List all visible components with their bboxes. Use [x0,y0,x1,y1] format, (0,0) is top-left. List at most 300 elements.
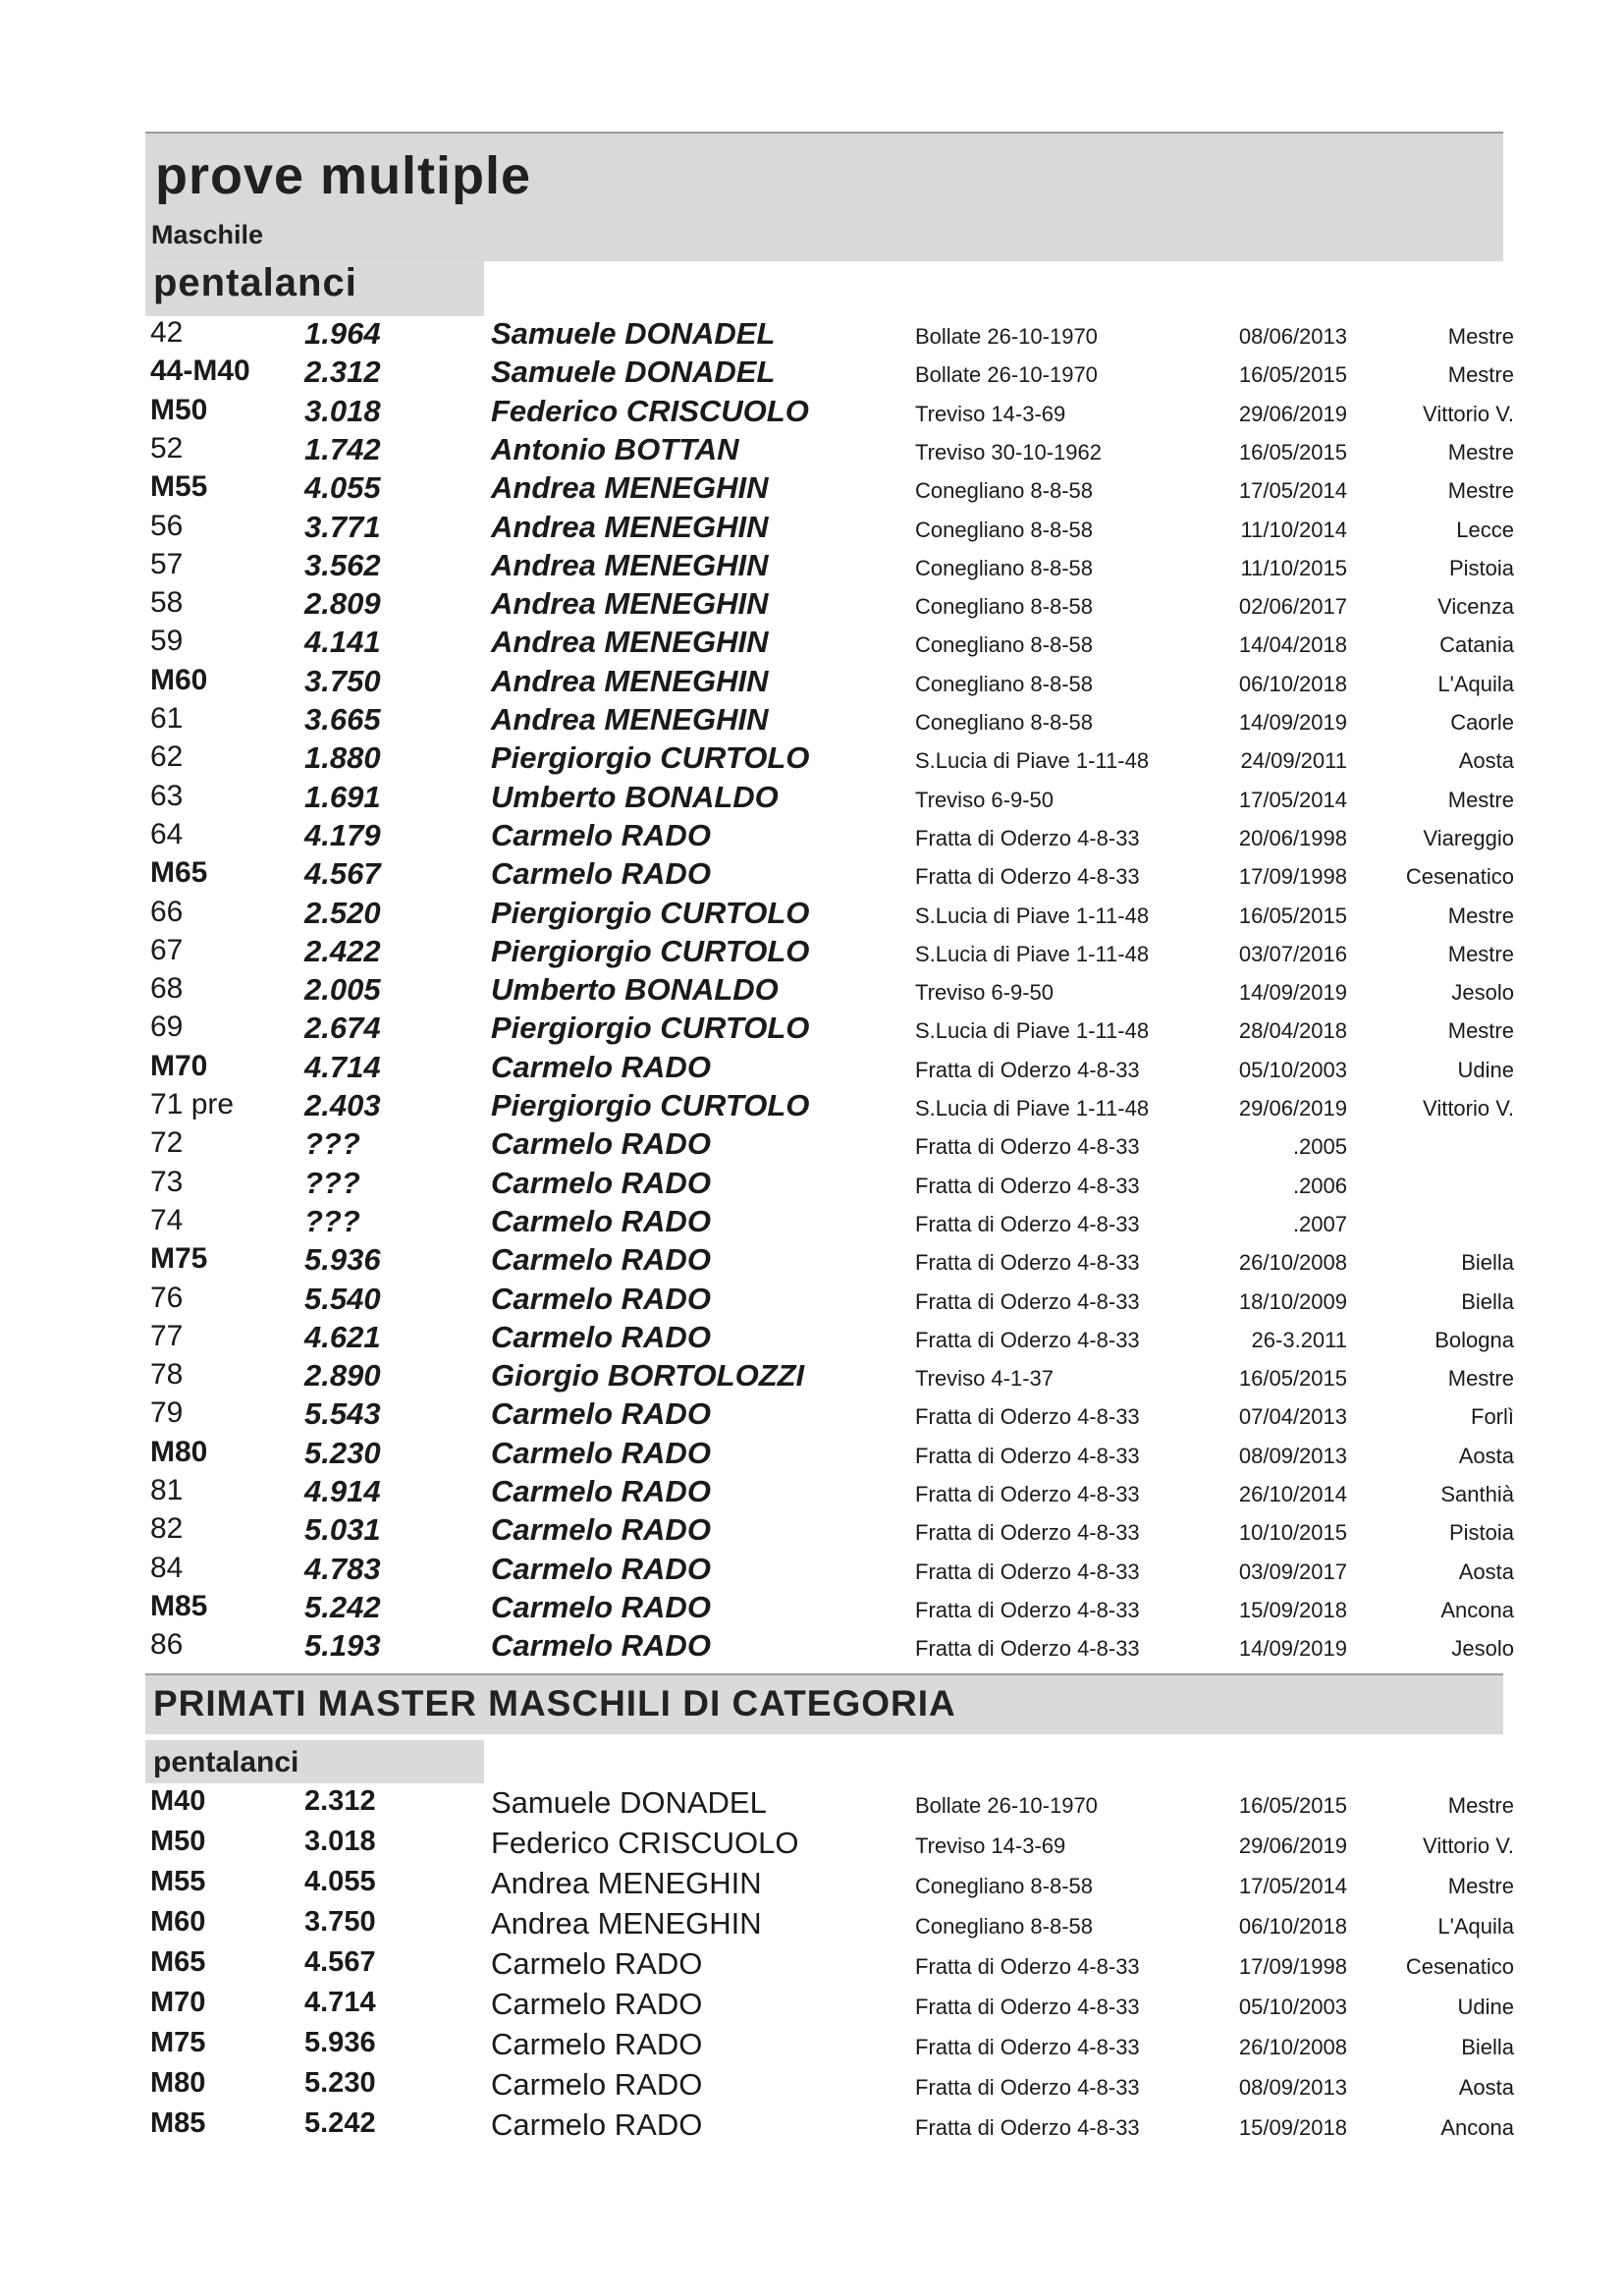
athlete-name-cell: Piergiorgio CURTOLO [491,740,810,776]
birth-info-cell: Fratta di Oderzo 4-8-33 [915,1173,1140,1198]
venue-cell: L'Aquila [1437,1914,1514,1939]
score-cell: ??? [304,1126,360,1162]
record-date-cell: 26/10/2008 [1238,2035,1347,2059]
athlete-name-cell: Carmelo RADO [491,1435,711,1470]
score-cell: 4.621 [304,1319,381,1354]
table-row [0,1436,1624,1474]
score-cell: 2.005 [304,972,381,1008]
category-cell: 68 [150,972,184,1006]
score-cell: 4.567 [304,856,381,892]
table-row [0,1358,1624,1396]
category-cell: 82 [150,1512,184,1546]
athlete-name-cell: Andrea MENEGHIN [491,509,769,544]
category-cell: M65 [150,856,208,890]
birth-info-cell: Conegliano 8-8-58 [915,1914,1094,1939]
record-date-cell: 16/05/2015 [1238,902,1347,928]
birth-info-cell: Fratta di Oderzo 4-8-33 [915,864,1140,890]
category-cell: 69 [150,1011,184,1044]
category-cell: 84 [150,1551,184,1584]
birth-info-cell: Fratta di Oderzo 4-8-33 [915,2115,1140,2140]
table-row [0,432,1624,470]
venue-cell: Bologna [1435,1327,1514,1352]
score-cell: 4.914 [304,1474,381,1508]
score-cell: ??? [304,1203,360,1238]
table-row [0,1204,1624,1242]
table-row [0,1987,1624,2025]
category-cell: M55 [150,470,208,504]
table-row [0,1282,1624,1320]
score-cell: 2.890 [304,1358,381,1394]
table-row [0,934,1624,972]
birth-info-cell: Fratta di Oderzo 4-8-33 [915,1288,1140,1314]
score-cell: 3.665 [304,702,381,737]
venue-cell: L'Aquila [1437,671,1514,696]
birth-info-cell: Fratta di Oderzo 4-8-33 [915,1250,1140,1276]
birth-info-cell: Fratta di Oderzo 4-8-33 [915,1954,1140,1979]
athlete-name-cell: Carmelo RADO [491,1551,711,1586]
record-date-cell: 11/10/2015 [1240,555,1347,580]
category-cell: M85 [150,2107,206,2139]
record-date-cell: 14/04/2018 [1238,632,1347,658]
venue-cell: Mestre [1447,439,1514,465]
athlete-name-cell: Carmelo RADO [491,1203,711,1238]
birth-info-cell: S.Lucia di Piave 1-11-48 [915,1096,1150,1121]
score-cell: 5.193 [304,1628,381,1664]
venue-cell: Cesenatico [1405,1954,1514,1979]
record-date-cell: 08/09/2013 [1238,2075,1347,2100]
category-cell: M70 [150,1987,206,2018]
table-row [0,1320,1624,1358]
venue-cell: Mestre [1447,1793,1514,1818]
category-cell: 72 [150,1126,184,1160]
table-row [0,664,1624,702]
record-date-cell: 10/10/2015 [1238,1520,1347,1546]
birth-info-cell: Fratta di Oderzo 4-8-33 [915,1520,1140,1546]
category-records-title: PRIMATI MASTER MASCHILI DI CATEGORIA [153,1683,956,1723]
venue-cell: Mestre [1447,324,1514,349]
venue-cell: Mestre [1447,478,1514,504]
record-date-cell: 26-3.2011 [1251,1327,1347,1352]
birth-info-cell: Treviso 14-3-69 [915,1833,1066,1858]
table-row [0,2107,1624,2146]
table-row [0,1590,1624,1628]
athlete-name-cell: Umberto BONALDO [491,972,779,1008]
section-tab-label: pentalanci [153,261,357,304]
record-date-cell: 28/04/2018 [1238,1018,1347,1044]
category-cell: 73 [150,1165,184,1198]
venue-cell: Santhià [1440,1482,1514,1506]
table-row [0,1242,1624,1281]
score-cell: 5.543 [304,1396,381,1432]
category-cell: 57 [150,547,184,580]
birth-info-cell: S.Lucia di Piave 1-11-48 [915,941,1150,966]
category-cell: M60 [150,663,208,696]
record-date-cell: 29/06/2019 [1238,1096,1347,1121]
athlete-name-cell: Carmelo RADO [491,1165,711,1200]
athlete-name-cell: Samuele DONADEL [491,355,776,390]
birth-info-cell: Treviso 6-9-50 [915,787,1055,812]
score-cell: 4.714 [304,1049,381,1084]
birth-info-cell: Conegliano 8-8-58 [915,632,1094,658]
athlete-name-cell: Carmelo RADO [491,1474,711,1508]
venue-cell: Forlì [1471,1404,1514,1430]
athlete-name-cell: Andrea MENEGHIN [491,470,769,506]
venue-cell: Catania [1439,632,1514,658]
record-date-cell: 17/05/2014 [1238,787,1347,812]
table-row [0,1512,1624,1551]
venue-cell: Aosta [1458,748,1514,774]
venue-cell: Udine [1457,1057,1514,1082]
birth-info-cell: Conegliano 8-8-58 [915,517,1094,542]
athlete-name-cell: Andrea MENEGHIN [491,1866,762,1900]
venue-cell: Viareggio [1423,825,1514,850]
category-cell: 76 [150,1281,184,1314]
score-cell: 4.714 [304,1987,376,2018]
birth-info-cell: Fratta di Oderzo 4-8-33 [915,2035,1140,2059]
birth-info-cell: S.Lucia di Piave 1-11-48 [915,1018,1150,1044]
venue-cell: Mestre [1447,941,1514,966]
category-cell: 62 [150,740,184,774]
record-date-cell: 02/06/2017 [1238,594,1347,620]
athlete-name-cell: Carmelo RADO [491,1987,703,2021]
score-cell: 1.880 [304,740,381,776]
athlete-name-cell: Carmelo RADO [491,1126,711,1162]
category-cell: M85 [150,1589,208,1622]
athlete-name-cell: Carmelo RADO [491,1242,711,1278]
table-row [0,1166,1624,1204]
birth-info-cell: Conegliano 8-8-58 [915,710,1094,735]
score-cell: 5.242 [304,1589,381,1624]
athlete-name-cell: Antonio BOTTAN [491,431,739,466]
category-cell: 58 [150,586,184,620]
venue-cell: Vicenza [1437,594,1514,620]
score-cell: 5.031 [304,1512,381,1548]
record-date-cell: 08/09/2013 [1238,1443,1347,1468]
athlete-name-cell: Samuele DONADEL [491,316,776,351]
record-date-cell: 17/05/2014 [1238,478,1347,504]
birth-info-cell: Fratta di Oderzo 4-8-33 [915,1211,1140,1236]
athlete-name-cell: Federico CRISCUOLO [491,1826,799,1860]
record-date-cell: 20/06/1998 [1238,825,1347,850]
record-date-cell: 05/10/2003 [1238,1057,1347,1082]
record-date-cell: 26/10/2014 [1238,1482,1347,1506]
table-row [0,702,1624,740]
category-cell: 86 [150,1628,184,1662]
score-cell: 2.520 [304,895,381,930]
table-row [0,1396,1624,1435]
record-date-cell: 16/05/2015 [1238,362,1347,388]
table-row [0,972,1624,1011]
record-date-cell: 16/05/2015 [1238,1366,1347,1392]
score-cell: 1.742 [304,431,381,466]
birth-info-cell: Conegliano 8-8-58 [915,555,1094,580]
record-date-cell: 11/10/2014 [1240,517,1347,542]
score-cell: 4.567 [304,1946,376,1978]
venue-cell: Vittorio V. [1423,401,1514,426]
birth-info-cell: Fratta di Oderzo 4-8-33 [915,1482,1140,1506]
birth-info-cell: S.Lucia di Piave 1-11-48 [915,902,1150,928]
category-cell: 61 [150,702,184,735]
venue-cell: Pistoia [1448,1520,1514,1546]
record-date-cell: .2006 [1292,1173,1347,1198]
category-cell: 42 [150,316,184,349]
athlete-name-cell: Andrea MENEGHIN [491,1906,762,1941]
category-cell: 59 [150,625,184,658]
table-row [0,470,1624,509]
athlete-name-cell: Carmelo RADO [491,1512,711,1548]
record-date-cell: 05/10/2003 [1238,1995,1347,2019]
athlete-name-cell: Umberto BONALDO [491,779,779,814]
venue-cell: Mestre [1447,1874,1514,1898]
category-cell: 66 [150,895,184,928]
category-cell: 56 [150,509,184,542]
score-cell: 4.055 [304,470,381,506]
athlete-name-cell: Andrea MENEGHIN [491,663,769,698]
venue-cell: Ancona [1440,1597,1514,1622]
score-cell: 1.691 [304,779,381,814]
athlete-name-cell: Carmelo RADO [491,856,711,892]
table-row [0,1088,1624,1126]
category-cell: M80 [150,2067,206,2099]
venue-cell: Jesolo [1451,980,1514,1006]
score-cell: 2.312 [304,1785,376,1817]
page-title: prove multiple [155,146,532,205]
score-cell: 2.809 [304,586,381,622]
athlete-name-cell: Samuele DONADEL [491,1785,767,1820]
score-cell: 5.230 [304,2067,376,2099]
venue-cell: Aosta [1458,1443,1514,1468]
record-date-cell: 29/06/2019 [1238,1833,1347,1858]
venue-cell: Biella [1461,1250,1514,1276]
table-row [0,394,1624,432]
section-tab-label-2: pentalanci [153,1746,299,1778]
record-date-cell: 26/10/2008 [1238,1250,1347,1276]
score-cell: 4.055 [304,1866,376,1897]
category-cell: 71 pre [150,1088,235,1121]
athlete-name-cell: Carmelo RADO [491,2067,703,2102]
score-cell: 2.422 [304,933,381,968]
athlete-name-cell: Piergiorgio CURTOLO [491,933,810,968]
birth-info-cell: Fratta di Oderzo 4-8-33 [915,1443,1140,1468]
athlete-name-cell: Federico CRISCUOLO [491,393,809,428]
venue-cell: Aosta [1458,2075,1514,2100]
category-cell: 81 [150,1474,184,1506]
score-cell: 1.964 [304,316,381,351]
birth-info-cell: Fratta di Oderzo 4-8-33 [915,1327,1140,1352]
table-row [0,818,1624,856]
table-row [0,355,1624,393]
venue-cell: Udine [1457,1995,1514,2019]
category-cell: 67 [150,933,184,966]
venue-cell: Aosta [1458,1558,1514,1584]
table-row [0,1866,1624,1904]
birth-info-cell: Fratta di Oderzo 4-8-33 [915,2075,1140,2100]
record-date-cell: 03/07/2016 [1238,941,1347,966]
category-cell: M80 [150,1435,208,1468]
record-date-cell: 17/09/1998 [1238,864,1347,890]
venue-cell: Lecce [1456,517,1514,542]
category-cell: 78 [150,1358,184,1392]
record-date-cell: 24/09/2011 [1240,748,1347,774]
category-records-band [145,1673,1503,1734]
score-cell: 3.018 [304,1826,376,1857]
score-cell: 4.783 [304,1551,381,1586]
category-cell: M60 [150,1906,206,1938]
record-date-cell: 06/10/2018 [1238,1914,1347,1939]
venue-cell: Vittorio V. [1423,1833,1514,1858]
record-date-cell: 03/09/2017 [1238,1558,1347,1584]
venue-cell: Caorle [1450,710,1514,735]
category-cell: M40 [150,1785,206,1817]
record-date-cell: 17/09/1998 [1238,1954,1347,1979]
record-date-cell: 17/05/2014 [1238,1874,1347,1898]
venue-cell: Mestre [1447,1018,1514,1044]
table-row [0,1785,1624,1824]
score-cell: 3.018 [304,393,381,428]
category-cell: M65 [150,1946,206,1978]
category-cell: M50 [150,393,208,426]
athlete-name-cell: Carmelo RADO [491,1396,711,1432]
birth-info-cell: S.Lucia di Piave 1-11-48 [915,748,1150,774]
score-cell: 3.750 [304,663,381,698]
birth-info-cell: Fratta di Oderzo 4-8-33 [915,825,1140,850]
score-cell: 5.230 [304,1435,381,1470]
table-row [0,1946,1624,1985]
birth-info-cell: Bollate 26-10-1970 [915,362,1098,388]
table-row [0,2067,1624,2105]
birth-info-cell: Conegliano 8-8-58 [915,1874,1094,1898]
venue-cell: Mestre [1447,902,1514,928]
athlete-name-cell: Carmelo RADO [491,817,711,852]
category-cell: 64 [150,817,184,850]
score-cell: 5.242 [304,2107,376,2139]
record-date-cell: 14/09/2019 [1238,980,1347,1006]
venue-cell: Vittorio V. [1423,1096,1514,1121]
score-cell: 2.403 [304,1088,381,1122]
record-date-cell: 07/04/2013 [1238,1404,1347,1430]
athlete-name-cell: Andrea MENEGHIN [491,586,769,622]
athlete-name-cell: Piergiorgio CURTOLO [491,1011,810,1046]
category-cell: M70 [150,1049,208,1082]
birth-info-cell: Fratta di Oderzo 4-8-33 [915,1558,1140,1584]
score-cell: 5.936 [304,1242,381,1278]
record-date-cell: 29/06/2019 [1238,401,1347,426]
record-date-cell: 08/06/2013 [1238,324,1347,349]
section-tab-pentalanci-2 [145,1740,484,1783]
birth-info-cell: Fratta di Oderzo 4-8-33 [915,1404,1140,1430]
score-cell: ??? [304,1165,360,1200]
category-cell: M50 [150,1826,206,1857]
birth-info-cell: Bollate 26-10-1970 [915,1793,1098,1818]
category-cell: 77 [150,1319,184,1352]
athlete-name-cell: Andrea MENEGHIN [491,702,769,737]
table-row [0,625,1624,663]
score-cell: 3.771 [304,509,381,544]
record-date-cell: 14/09/2019 [1238,710,1347,735]
category-cell: 74 [150,1203,184,1236]
record-date-cell: 14/09/2019 [1238,1636,1347,1662]
score-cell: 2.674 [304,1011,381,1046]
athlete-name-cell: Carmelo RADO [491,1589,711,1624]
table-row [0,856,1624,895]
score-cell: 3.750 [304,1906,376,1938]
birth-info-cell: Bollate 26-10-1970 [915,324,1098,349]
athlete-name-cell: Andrea MENEGHIN [491,625,769,660]
category-cell: 79 [150,1396,184,1430]
table-row [0,1474,1624,1512]
birth-info-cell: Treviso 6-9-50 [915,980,1055,1006]
birth-info-cell: Fratta di Oderzo 4-8-33 [915,1597,1140,1622]
score-cell: 4.141 [304,625,381,660]
record-date-cell: 18/10/2009 [1238,1288,1347,1314]
table-row [0,780,1624,818]
table-row [0,316,1624,355]
athlete-name-cell: Piergiorgio CURTOLO [491,1088,810,1122]
table-row [0,1552,1624,1590]
record-date-cell: 16/05/2015 [1238,439,1347,465]
score-cell: 5.540 [304,1281,381,1316]
athlete-name-cell: Giorgio BORTOLOZZI [491,1358,805,1394]
athlete-name-cell: Carmelo RADO [491,2107,703,2142]
birth-info-cell: Conegliano 8-8-58 [915,594,1094,620]
athlete-name-cell: Carmelo RADO [491,1281,711,1316]
athlete-name-cell: Carmelo RADO [491,1628,711,1664]
section-tab-pentalanci [145,259,484,316]
table-row [0,740,1624,779]
page-subtitle: Maschile [151,220,264,249]
athlete-name-cell: Carmelo RADO [491,1319,711,1354]
score-cell: 3.562 [304,547,381,582]
table-row [0,1826,1624,1864]
table-row [0,1050,1624,1088]
venue-cell: Ancona [1440,2115,1514,2140]
venue-cell: Biella [1461,2035,1514,2059]
birth-info-cell: Treviso 4-1-37 [915,1366,1055,1392]
category-cell: M55 [150,1866,206,1897]
birth-info-cell: Fratta di Oderzo 4-8-33 [915,1057,1140,1082]
record-date-cell: 15/09/2018 [1238,2115,1347,2140]
athlete-name-cell: Carmelo RADO [491,2027,703,2061]
athlete-name-cell: Andrea MENEGHIN [491,547,769,582]
record-date-cell: 16/05/2015 [1238,1793,1347,1818]
venue-cell: Pistoia [1448,555,1514,580]
category-cell: 63 [150,779,184,812]
table-row [0,510,1624,548]
venue-cell: Mestre [1447,1366,1514,1392]
category-cell: M75 [150,1242,208,1276]
table-row [0,1628,1624,1667]
table-row [0,896,1624,934]
record-date-cell: 15/09/2018 [1238,1597,1347,1622]
table-row [0,586,1624,625]
record-date-cell: .2005 [1292,1134,1347,1160]
venue-cell: Biella [1461,1288,1514,1314]
venue-cell: Jesolo [1451,1636,1514,1662]
birth-info-cell: Treviso 14-3-69 [915,401,1066,426]
table-row [0,2027,1624,2065]
table-row [0,1126,1624,1165]
venue-cell: Mestre [1447,362,1514,388]
category-cell: 52 [150,431,184,465]
birth-info-cell: Conegliano 8-8-58 [915,478,1094,504]
table-row [0,548,1624,586]
table-row [0,1906,1624,1944]
athlete-name-cell: Piergiorgio CURTOLO [491,895,810,930]
category-cell: M75 [150,2027,206,2058]
record-date-cell: .2007 [1292,1211,1347,1236]
birth-info-cell: Conegliano 8-8-58 [915,671,1094,696]
birth-info-cell: Fratta di Oderzo 4-8-33 [915,1995,1140,2019]
